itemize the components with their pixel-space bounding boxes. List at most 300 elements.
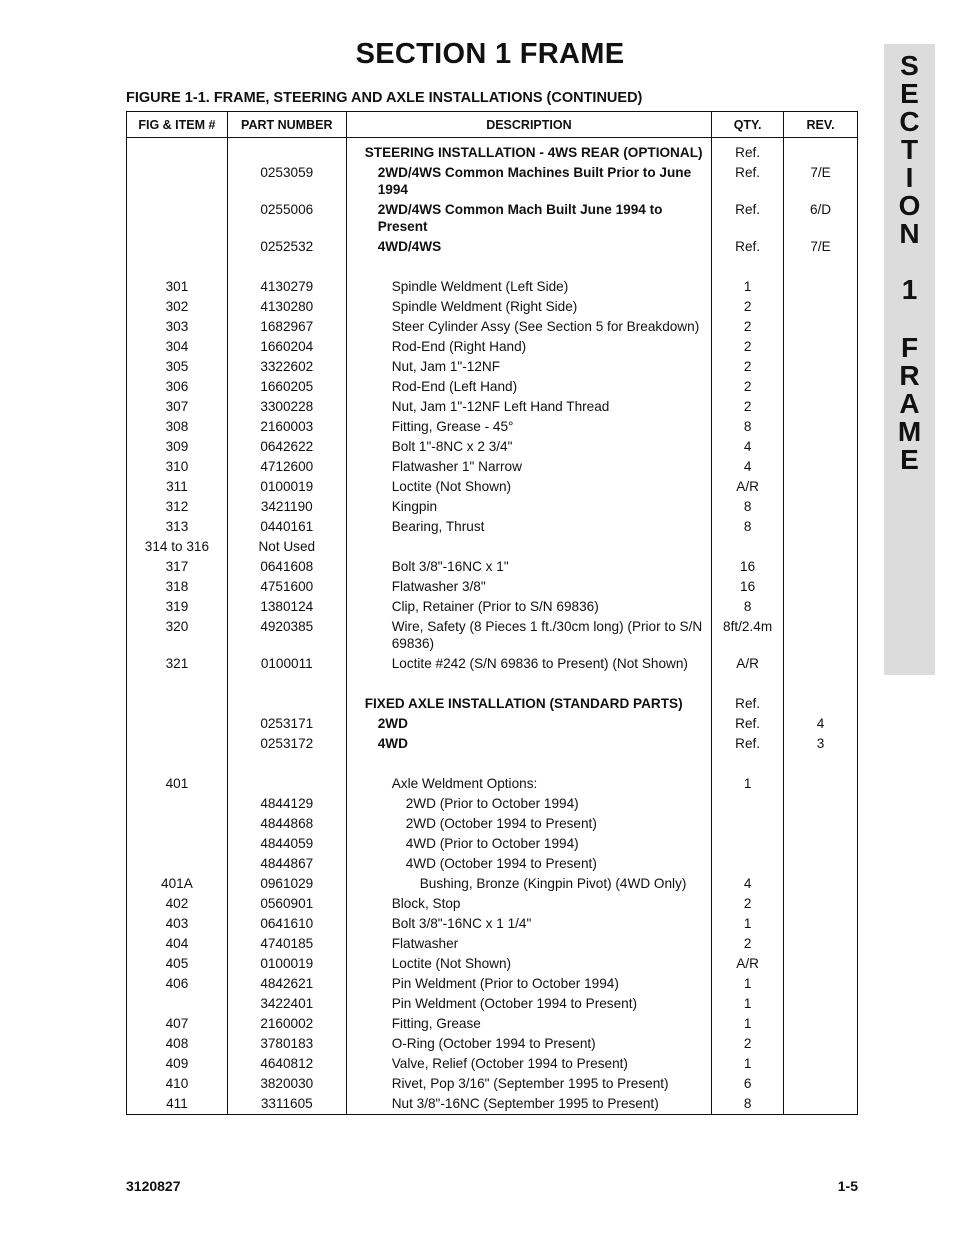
fig-item-cell	[127, 994, 228, 1014]
part-number-cell: 4740185	[227, 934, 346, 954]
rev-cell	[784, 1074, 858, 1094]
table-row	[127, 477, 858, 497]
qty-cell: Ref.	[712, 714, 784, 734]
table-row	[127, 317, 858, 337]
table-row	[127, 517, 858, 537]
fig-item-cell: 312	[127, 497, 228, 517]
part-number-cell: 4920385	[227, 617, 346, 654]
description-cell: Pin Weldment (October 1994 to Present)	[346, 994, 711, 1014]
description-cell: Bolt 1"-8NC x 2 3/4"	[346, 437, 711, 457]
part-number-cell: 0440161	[227, 517, 346, 537]
fig-item-cell: 304	[127, 337, 228, 357]
description-cell: Rod-End (Left Hand)	[346, 377, 711, 397]
part-number-cell: 2160003	[227, 417, 346, 437]
rev-cell	[784, 517, 858, 537]
spacer-row	[127, 754, 858, 774]
qty-cell: 1	[712, 277, 784, 297]
table-row	[127, 874, 858, 894]
part-number-cell	[227, 694, 346, 714]
qty-cell: 2	[712, 357, 784, 377]
rev-cell	[784, 417, 858, 437]
fig-item-cell: 411	[127, 1094, 228, 1115]
spacer-cell	[127, 754, 228, 774]
rev-cell: 4	[784, 714, 858, 734]
table-row	[127, 437, 858, 457]
part-number-cell: 1380124	[227, 597, 346, 617]
part-number-cell: 4844867	[227, 854, 346, 874]
part-number-cell: 4844059	[227, 834, 346, 854]
rev-cell	[784, 357, 858, 377]
description-cell: 2WD (Prior to October 1994)	[346, 794, 711, 814]
rev-cell	[784, 974, 858, 994]
description-cell: 2WD (October 1994 to Present)	[346, 814, 711, 834]
table-row	[127, 497, 858, 517]
side-tab-letter: T	[900, 134, 919, 165]
description-cell: Loctite (Not Shown)	[346, 477, 711, 497]
spacer-row	[127, 257, 858, 277]
table-row	[127, 337, 858, 357]
qty-cell: 2	[712, 297, 784, 317]
spacer-cell	[784, 257, 858, 277]
part-number-cell: 3820030	[227, 1074, 346, 1094]
description-cell: 2WD	[346, 714, 711, 734]
fig-item-cell: 313	[127, 517, 228, 537]
table-row	[127, 834, 858, 854]
side-tab-letter: 1	[901, 274, 918, 305]
description-cell: Loctite #242 (S/N 69836 to Present) (Not Shown)	[346, 654, 711, 674]
part-number-cell: 1682967	[227, 317, 346, 337]
part-number-cell: 3780183	[227, 1034, 346, 1054]
description-cell: 4WD	[346, 734, 711, 754]
fig-item-cell	[127, 200, 228, 237]
rev-cell	[784, 934, 858, 954]
rev-cell	[784, 337, 858, 357]
table-row	[127, 694, 858, 714]
description-cell: Pin Weldment (Prior to October 1994)	[346, 974, 711, 994]
description-cell: 2WD/4WS Common Mach Built June 1994 to Present	[346, 200, 711, 237]
fig-item-cell	[127, 237, 228, 257]
fig-item-cell: 301	[127, 277, 228, 297]
side-tab-letter: E	[900, 444, 919, 475]
rev-cell	[784, 834, 858, 854]
fig-item-cell: 306	[127, 377, 228, 397]
description-cell: Bearing, Thrust	[346, 517, 711, 537]
fig-item-cell: 405	[127, 954, 228, 974]
description-cell: Bolt 3/8"-16NC x 1 1/4"	[346, 914, 711, 934]
rev-cell	[784, 814, 858, 834]
rev-cell	[784, 994, 858, 1014]
table-row	[127, 1054, 858, 1074]
description-cell: FIXED AXLE INSTALLATION (STANDARD PARTS)	[346, 694, 711, 714]
part-number-cell: 0100011	[227, 654, 346, 674]
qty-cell: 2	[712, 337, 784, 357]
part-number-cell: 4844868	[227, 814, 346, 834]
description-cell: Spindle Weldment (Left Side)	[346, 277, 711, 297]
description-cell: Rod-End (Right Hand)	[346, 337, 711, 357]
spacer-cell	[784, 674, 858, 694]
qty-cell	[712, 794, 784, 814]
side-tab-letter: A	[899, 388, 920, 419]
rev-cell	[784, 774, 858, 794]
description-cell: Valve, Relief (October 1994 to Present)	[346, 1054, 711, 1074]
part-number-cell: 4751600	[227, 577, 346, 597]
part-number-cell: 0252532	[227, 237, 346, 257]
table-row	[127, 138, 858, 164]
spacer-cell	[712, 674, 784, 694]
fig-item-cell: 410	[127, 1074, 228, 1094]
part-number-cell: 0253171	[227, 714, 346, 734]
rev-cell: 6/D	[784, 200, 858, 237]
qty-cell: 4	[712, 457, 784, 477]
rev-cell	[784, 497, 858, 517]
qty-cell: Ref.	[712, 734, 784, 754]
description-cell: Block, Stop	[346, 894, 711, 914]
fig-item-cell	[127, 138, 228, 164]
rev-cell	[784, 1094, 858, 1115]
rev-cell: 3	[784, 734, 858, 754]
qty-cell	[712, 854, 784, 874]
qty-cell: 1	[712, 994, 784, 1014]
qty-cell: 1	[712, 1014, 784, 1034]
description-cell: Flatwasher 3/8"	[346, 577, 711, 597]
part-number-cell: 0961029	[227, 874, 346, 894]
qty-cell: 16	[712, 577, 784, 597]
rev-cell	[784, 377, 858, 397]
description-cell: 4WD/4WS	[346, 237, 711, 257]
fig-item-cell	[127, 814, 228, 834]
table-row	[127, 357, 858, 377]
side-tab-letter: I	[905, 162, 914, 193]
header-part-number: PART NUMBER	[227, 112, 346, 138]
rev-cell	[784, 894, 858, 914]
fig-item-cell: 309	[127, 437, 228, 457]
fig-item-cell: 318	[127, 577, 228, 597]
description-cell: STEERING INSTALLATION - 4WS REAR (OPTIONAL)	[346, 138, 711, 164]
part-number-cell: 4130279	[227, 277, 346, 297]
part-number-cell: 3421190	[227, 497, 346, 517]
description-cell: Flatwasher 1" Narrow	[346, 457, 711, 477]
part-number-cell: 4130280	[227, 297, 346, 317]
part-number-cell: 3322602	[227, 357, 346, 377]
section-side-tab	[884, 44, 935, 675]
rev-cell	[784, 277, 858, 297]
fig-item-cell: 317	[127, 557, 228, 577]
parts-table-body	[127, 138, 858, 1115]
table-row	[127, 237, 858, 257]
part-number-cell: 3311605	[227, 1094, 346, 1115]
fig-item-cell: 319	[127, 597, 228, 617]
spacer-cell	[227, 257, 346, 277]
fig-item-cell: 406	[127, 974, 228, 994]
table-row	[127, 377, 858, 397]
description-cell: 4WD (Prior to October 1994)	[346, 834, 711, 854]
part-number-cell: 0255006	[227, 200, 346, 237]
spacer-cell	[346, 754, 711, 774]
description-cell: Rivet, Pop 3/16" (September 1995 to Present)	[346, 1074, 711, 1094]
rev-cell	[784, 457, 858, 477]
rev-cell	[784, 537, 858, 557]
description-cell: O-Ring (October 1994 to Present)	[346, 1034, 711, 1054]
table-row	[127, 577, 858, 597]
fig-item-cell: 402	[127, 894, 228, 914]
fig-item-cell	[127, 694, 228, 714]
fig-item-cell	[127, 854, 228, 874]
fig-item-cell: 320	[127, 617, 228, 654]
part-number-cell: 1660205	[227, 377, 346, 397]
part-number-cell	[227, 774, 346, 794]
fig-item-cell	[127, 794, 228, 814]
rev-cell	[784, 654, 858, 674]
part-number-cell: 0642622	[227, 437, 346, 457]
side-tab-letter: O	[898, 190, 921, 221]
fig-item-cell	[127, 163, 228, 200]
part-number-cell: 1660204	[227, 337, 346, 357]
fig-item-cell: 307	[127, 397, 228, 417]
table-row	[127, 734, 858, 754]
table-row	[127, 163, 858, 200]
header-qty: QTY.	[712, 112, 784, 138]
table-row	[127, 457, 858, 477]
table-row	[127, 994, 858, 1014]
table-row	[127, 297, 858, 317]
qty-cell: A/R	[712, 654, 784, 674]
description-cell: Bolt 3/8"-16NC x 1"	[346, 557, 711, 577]
side-tab-letter: S	[900, 50, 919, 81]
part-number-cell: 3300228	[227, 397, 346, 417]
side-tab-letter: N	[899, 218, 920, 249]
table-row	[127, 794, 858, 814]
qty-cell: 6	[712, 1074, 784, 1094]
spacer-cell	[784, 754, 858, 774]
rev-cell	[784, 437, 858, 457]
qty-cell: 16	[712, 557, 784, 577]
spacer-cell	[346, 257, 711, 277]
spacer-cell	[346, 674, 711, 694]
spacer-row	[127, 674, 858, 694]
qty-cell: A/R	[712, 954, 784, 974]
qty-cell: 8	[712, 417, 784, 437]
table-row	[127, 714, 858, 734]
description-cell: Steer Cylinder Assy (See Section 5 for Breakdown)	[346, 317, 711, 337]
side-tab-letter: R	[899, 360, 920, 391]
spacer-cell	[712, 754, 784, 774]
table-row	[127, 954, 858, 974]
table-row	[127, 617, 858, 654]
rev-cell	[784, 914, 858, 934]
part-number-cell: 0100019	[227, 954, 346, 974]
part-number-cell: 4640812	[227, 1054, 346, 1074]
description-cell: Flatwasher	[346, 934, 711, 954]
table-row	[127, 557, 858, 577]
fig-item-cell: 311	[127, 477, 228, 497]
table-row	[127, 537, 858, 557]
table-row	[127, 894, 858, 914]
description-cell: Loctite (Not Shown)	[346, 954, 711, 974]
table-row	[127, 1074, 858, 1094]
side-tab-letter: F	[900, 332, 919, 363]
qty-cell: 8	[712, 517, 784, 537]
qty-cell: Ref.	[712, 694, 784, 714]
fig-item-cell	[127, 734, 228, 754]
part-number-cell: 0641608	[227, 557, 346, 577]
document-number: 3120827	[126, 1178, 181, 1194]
fig-item-cell: 401	[127, 774, 228, 794]
header-fig-item: FIG & ITEM #	[127, 112, 228, 138]
qty-cell	[712, 814, 784, 834]
description-cell: Bushing, Bronze (Kingpin Pivot) (4WD Only)	[346, 874, 711, 894]
rev-cell	[784, 1034, 858, 1054]
parts-table	[126, 111, 858, 1115]
fig-item-cell	[127, 714, 228, 734]
rev-cell	[784, 874, 858, 894]
rev-cell	[784, 577, 858, 597]
qty-cell: 4	[712, 874, 784, 894]
fig-item-cell	[127, 834, 228, 854]
qty-cell: 8	[712, 1094, 784, 1115]
rev-cell	[784, 597, 858, 617]
page-number: 1-5	[837, 1178, 858, 1194]
description-cell: Kingpin	[346, 497, 711, 517]
part-number-cell: 4844129	[227, 794, 346, 814]
table-row	[127, 914, 858, 934]
description-cell: Fitting, Grease - 45°	[346, 417, 711, 437]
rev-cell	[784, 138, 858, 164]
table-row	[127, 654, 858, 674]
qty-cell: 1	[712, 974, 784, 994]
table-row	[127, 974, 858, 994]
rev-cell	[784, 794, 858, 814]
table-row	[127, 814, 858, 834]
qty-cell: A/R	[712, 477, 784, 497]
side-tab-letter: M	[897, 416, 922, 447]
part-number-cell: 4712600	[227, 457, 346, 477]
fig-item-cell: 408	[127, 1034, 228, 1054]
table-row	[127, 597, 858, 617]
qty-cell: Ref.	[712, 237, 784, 257]
rev-cell	[784, 397, 858, 417]
fig-item-cell: 401A	[127, 874, 228, 894]
part-number-cell: 0100019	[227, 477, 346, 497]
rev-cell	[784, 954, 858, 974]
fig-item-cell: 407	[127, 1014, 228, 1034]
table-row	[127, 1094, 858, 1115]
side-tab-letter: E	[900, 78, 919, 109]
table-row	[127, 277, 858, 297]
description-cell: Clip, Retainer (Prior to S/N 69836)	[346, 597, 711, 617]
table-header-row	[127, 112, 858, 138]
qty-cell: 2	[712, 377, 784, 397]
qty-cell: 8	[712, 497, 784, 517]
part-number-cell: 0253059	[227, 163, 346, 200]
part-number-cell: 0560901	[227, 894, 346, 914]
part-number-cell: 0641610	[227, 914, 346, 934]
side-tab-letter: C	[899, 106, 920, 137]
header-rev: REV.	[784, 112, 858, 138]
header-description: DESCRIPTION	[346, 112, 711, 138]
table-row	[127, 934, 858, 954]
spacer-cell	[227, 674, 346, 694]
part-number-cell	[227, 138, 346, 164]
qty-cell: 1	[712, 914, 784, 934]
fig-item-cell: 321	[127, 654, 228, 674]
qty-cell: 2	[712, 317, 784, 337]
qty-cell: 2	[712, 894, 784, 914]
description-cell: Spindle Weldment (Right Side)	[346, 297, 711, 317]
description-cell: 4WD (October 1994 to Present)	[346, 854, 711, 874]
qty-cell: 8	[712, 597, 784, 617]
fig-item-cell: 404	[127, 934, 228, 954]
fig-item-cell: 303	[127, 317, 228, 337]
rev-cell	[784, 617, 858, 654]
description-cell	[346, 537, 711, 557]
description-cell: 2WD/4WS Common Machines Built Prior to June 1994	[346, 163, 711, 200]
rev-cell: 7/E	[784, 163, 858, 200]
rev-cell	[784, 1014, 858, 1034]
table-row	[127, 854, 858, 874]
qty-cell: 2	[712, 397, 784, 417]
fig-item-cell: 310	[127, 457, 228, 477]
spacer-cell	[712, 257, 784, 277]
qty-cell: 2	[712, 1034, 784, 1054]
description-cell: Nut 3/8"-16NC (September 1995 to Present)	[346, 1094, 711, 1115]
qty-cell	[712, 834, 784, 854]
part-number-cell: 2160002	[227, 1014, 346, 1034]
qty-cell: Ref.	[712, 163, 784, 200]
fig-item-cell: 302	[127, 297, 228, 317]
qty-cell: 4	[712, 437, 784, 457]
rev-cell	[784, 694, 858, 714]
spacer-cell	[127, 257, 228, 277]
rev-cell	[784, 317, 858, 337]
description-cell: Nut, Jam 1"-12NF Left Hand Thread	[346, 397, 711, 417]
fig-item-cell: 403	[127, 914, 228, 934]
fig-item-cell: 305	[127, 357, 228, 377]
table-row	[127, 774, 858, 794]
rev-cell	[784, 297, 858, 317]
description-cell: Fitting, Grease	[346, 1014, 711, 1034]
rev-cell	[784, 1054, 858, 1074]
table-row	[127, 397, 858, 417]
figure-title: FIGURE 1-1. FRAME, STEERING AND AXLE INSTALLATIONS (CONTINUED)	[126, 90, 643, 106]
qty-cell: 1	[712, 1054, 784, 1074]
part-number-cell: 3422401	[227, 994, 346, 1014]
part-number-cell: 0253172	[227, 734, 346, 754]
table-row	[127, 1014, 858, 1034]
description-cell: Axle Weldment Options:	[346, 774, 711, 794]
part-number-cell: Not Used	[227, 537, 346, 557]
rev-cell	[784, 477, 858, 497]
fig-item-cell: 314 to 316	[127, 537, 228, 557]
table-row	[127, 417, 858, 437]
qty-cell: Ref.	[712, 138, 784, 164]
spacer-cell	[127, 674, 228, 694]
fig-item-cell: 308	[127, 417, 228, 437]
table-row	[127, 1034, 858, 1054]
rev-cell	[784, 557, 858, 577]
rev-cell: 7/E	[784, 237, 858, 257]
qty-cell: Ref.	[712, 200, 784, 237]
qty-cell: 8ft/2.4m	[712, 617, 784, 654]
table-row	[127, 200, 858, 237]
part-number-cell: 4842621	[227, 974, 346, 994]
description-cell: Wire, Safety (8 Pieces 1 ft./30cm long) (Prior to S/N 69836)	[346, 617, 711, 654]
spacer-cell	[227, 754, 346, 774]
section-title: SECTION 1 FRAME	[355, 38, 625, 70]
qty-cell: 2	[712, 934, 784, 954]
qty-cell	[712, 537, 784, 557]
description-cell: Nut, Jam 1"-12NF	[346, 357, 711, 377]
rev-cell	[784, 854, 858, 874]
